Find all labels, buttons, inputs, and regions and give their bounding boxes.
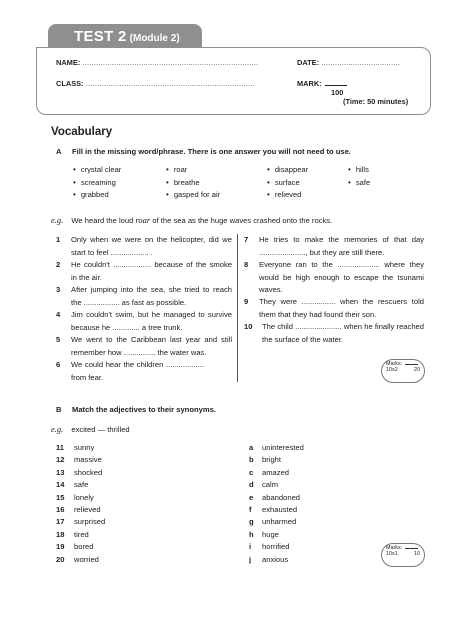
item-letter: c xyxy=(249,467,254,477)
part-b-letter: B xyxy=(56,405,62,414)
word-item: • safe xyxy=(348,178,370,191)
item-word: shocked xyxy=(74,467,103,477)
question-text[interactable]: We could hear the children .................. from fear. xyxy=(71,360,204,382)
item-letter: b xyxy=(249,455,254,465)
question-4 xyxy=(56,309,232,334)
question-number: 2 xyxy=(56,260,61,269)
item-word: uninterested xyxy=(262,443,304,452)
word-column-2 xyxy=(166,165,220,203)
question-text[interactable]: He couldn't .................. because of the smoke in the air. xyxy=(71,260,232,282)
question-number: 9 xyxy=(244,297,249,306)
question-number: 1 xyxy=(56,235,61,244)
item-word: tired xyxy=(74,529,89,539)
question-number: 8 xyxy=(244,260,249,269)
question-3 xyxy=(56,284,232,309)
list-item xyxy=(249,555,304,567)
part-a-marks-badge xyxy=(381,359,425,383)
part-b-marks-badge xyxy=(381,543,425,567)
item-word: bored xyxy=(74,542,94,552)
date-row xyxy=(297,58,400,67)
eg-text-before: We heard the loud xyxy=(71,216,136,225)
question-text[interactable]: We went to the Caribbean last year and still remember how ............... the water was. xyxy=(71,335,232,357)
module-label: (Module 2) xyxy=(129,33,180,44)
question-text[interactable]: They were ................ when the rescuers told them that they had found their son. xyxy=(259,297,424,319)
marks-score-field[interactable] xyxy=(405,548,418,549)
item-number: 20 xyxy=(56,554,65,564)
test-title: TEST 2 xyxy=(74,28,127,45)
question-1 xyxy=(56,234,232,259)
question-7 xyxy=(244,234,424,259)
list-item xyxy=(56,480,105,492)
list-item xyxy=(56,517,105,529)
item-word: huge xyxy=(262,529,279,539)
date-field[interactable]: ................................... xyxy=(321,58,401,67)
date-label: DATE: xyxy=(297,58,320,67)
list-item xyxy=(249,468,304,480)
list-item xyxy=(249,542,304,554)
question-9 xyxy=(244,296,424,321)
mark-label: MARK: xyxy=(297,79,322,88)
word-item: • disappear xyxy=(267,165,308,178)
part-a-example xyxy=(51,215,332,225)
item-word: worried xyxy=(74,554,99,564)
mark-row xyxy=(297,79,322,88)
item-letter: i xyxy=(249,542,252,552)
item-word: relieved xyxy=(74,504,101,514)
class-row xyxy=(56,79,255,88)
word-item: • surface xyxy=(267,178,308,191)
question-8 xyxy=(244,259,424,297)
list-item xyxy=(56,530,105,542)
list-item xyxy=(56,505,105,517)
list-item xyxy=(249,443,304,455)
item-number: 16 xyxy=(56,504,65,514)
question-text[interactable]: The child ...................... when he finally reached the surface of the water. xyxy=(262,322,424,344)
item-word: unharmed xyxy=(262,517,297,527)
part-b-instruction-row xyxy=(56,405,216,414)
item-number: 18 xyxy=(56,529,65,539)
eg-text-after: of the sea as the huge waves crashed onto the rocks. xyxy=(150,216,333,225)
list-item xyxy=(249,530,304,542)
adjective-list xyxy=(56,443,105,567)
part-b-example xyxy=(51,424,130,434)
list-item xyxy=(249,505,304,517)
name-label: NAME: xyxy=(56,58,81,67)
item-number: 13 xyxy=(56,467,65,477)
item-number: 11 xyxy=(56,443,65,452)
item-number: 14 xyxy=(56,480,65,490)
item-letter: f xyxy=(249,504,252,514)
eg-answer: roar xyxy=(135,215,151,225)
question-5 xyxy=(56,334,232,359)
marks-score-field[interactable] xyxy=(405,364,418,365)
class-field[interactable]: ........................................................................... xyxy=(85,79,255,88)
word-item: • screaming xyxy=(73,178,121,191)
list-item xyxy=(249,493,304,505)
name-field[interactable]: .............................................................................. xyxy=(82,58,259,67)
word-item: • gasped for air xyxy=(166,190,220,203)
item-number: 19 xyxy=(56,542,65,552)
word-column-3 xyxy=(267,165,308,203)
section-title: Vocabulary xyxy=(51,126,113,138)
question-number: 6 xyxy=(56,360,61,369)
item-word: calm xyxy=(262,480,279,490)
test-title-tab xyxy=(48,24,202,48)
list-item xyxy=(56,468,105,480)
item-word: amazed xyxy=(262,467,290,477)
item-letter: g xyxy=(249,517,254,527)
part-a-instruction: Fill in the missing word/phrase. There is one answer you will not need to use. xyxy=(72,147,351,156)
item-letter: a xyxy=(249,443,254,452)
mark-total: 100 xyxy=(331,88,344,97)
eg-prefix: e.g. xyxy=(51,215,64,225)
item-word: sunny xyxy=(74,443,95,452)
marks-label: Marks: xyxy=(386,545,403,551)
list-item xyxy=(249,480,304,492)
word-column-4 xyxy=(348,165,370,190)
list-item xyxy=(56,455,105,467)
part-a-instruction-row xyxy=(56,147,351,156)
item-word: massive xyxy=(74,455,102,465)
question-number: 3 xyxy=(56,285,61,294)
item-word: horrified xyxy=(262,542,290,552)
mark-field[interactable] xyxy=(325,85,347,86)
item-word: exhausted xyxy=(262,504,298,514)
question-text[interactable]: Everyone ran to the .................... where they would be high enough to escape the tsunami waves. xyxy=(259,260,424,295)
item-word: bright xyxy=(262,455,281,465)
word-item: • breathe xyxy=(166,178,220,191)
list-item xyxy=(249,517,304,529)
item-word: lonely xyxy=(74,492,94,502)
column-divider xyxy=(237,234,238,382)
item-word: abandoned xyxy=(262,492,301,502)
name-row xyxy=(56,58,258,67)
question-number: 10 xyxy=(244,322,253,331)
item-word: safe xyxy=(74,480,89,490)
item-number: 12 xyxy=(56,455,65,465)
item-word: surprised xyxy=(74,517,106,527)
item-word: anxious xyxy=(262,554,289,564)
question-text[interactable]: After jumping into the sea, she tried to reach the ................. as fast as possible. xyxy=(71,285,232,307)
synonym-list xyxy=(249,443,304,567)
word-item: • hills xyxy=(348,165,370,178)
question-number: 5 xyxy=(56,335,61,344)
item-letter: d xyxy=(249,480,254,490)
eg-prefix: e.g. xyxy=(51,424,64,434)
marks-calc: 10x1 xyxy=(386,551,398,557)
word-column-1 xyxy=(73,165,121,203)
item-letter: h xyxy=(249,529,254,539)
question-text[interactable]: Only when we were on the helicopter, did we start to feel .................. . xyxy=(71,235,232,257)
marks-calc: 10x2 xyxy=(386,367,398,373)
item-letter: e xyxy=(249,492,254,502)
word-item: • crystal clear xyxy=(73,165,121,178)
list-item xyxy=(249,455,304,467)
question-2 xyxy=(56,259,232,284)
marks-label: Marks: xyxy=(386,361,403,367)
word-item: • relieved xyxy=(267,190,308,203)
list-item xyxy=(56,542,105,554)
item-letter: j xyxy=(249,554,252,564)
item-number: 17 xyxy=(56,517,65,527)
marks-total: 10 xyxy=(414,551,420,557)
question-10 xyxy=(244,321,424,346)
word-item: • roar xyxy=(166,165,220,178)
class-label: CLASS: xyxy=(56,79,84,88)
list-item xyxy=(56,493,105,505)
time-limit: (Time: 50 minutes) xyxy=(343,97,409,106)
word-item: • grabbed xyxy=(73,190,121,203)
part-a-letter: A xyxy=(56,147,62,156)
question-text[interactable]: He tries to make the memories of that day ......................, but they are still there. xyxy=(259,235,424,257)
list-item xyxy=(56,555,105,567)
eg-text: excited — thrilled xyxy=(71,425,130,434)
question-number: 7 xyxy=(244,235,249,244)
part-b-instruction: Match the adjectives to their synonyms. xyxy=(72,405,216,414)
item-number: 15 xyxy=(56,492,65,502)
question-text[interactable]: Jim couldn't swim, but he managed to survive because he ............. a tree trunk. xyxy=(71,310,232,332)
question-6 xyxy=(56,359,232,384)
list-item xyxy=(56,443,105,455)
marks-total: 20 xyxy=(414,367,420,373)
question-number: 4 xyxy=(56,310,61,319)
